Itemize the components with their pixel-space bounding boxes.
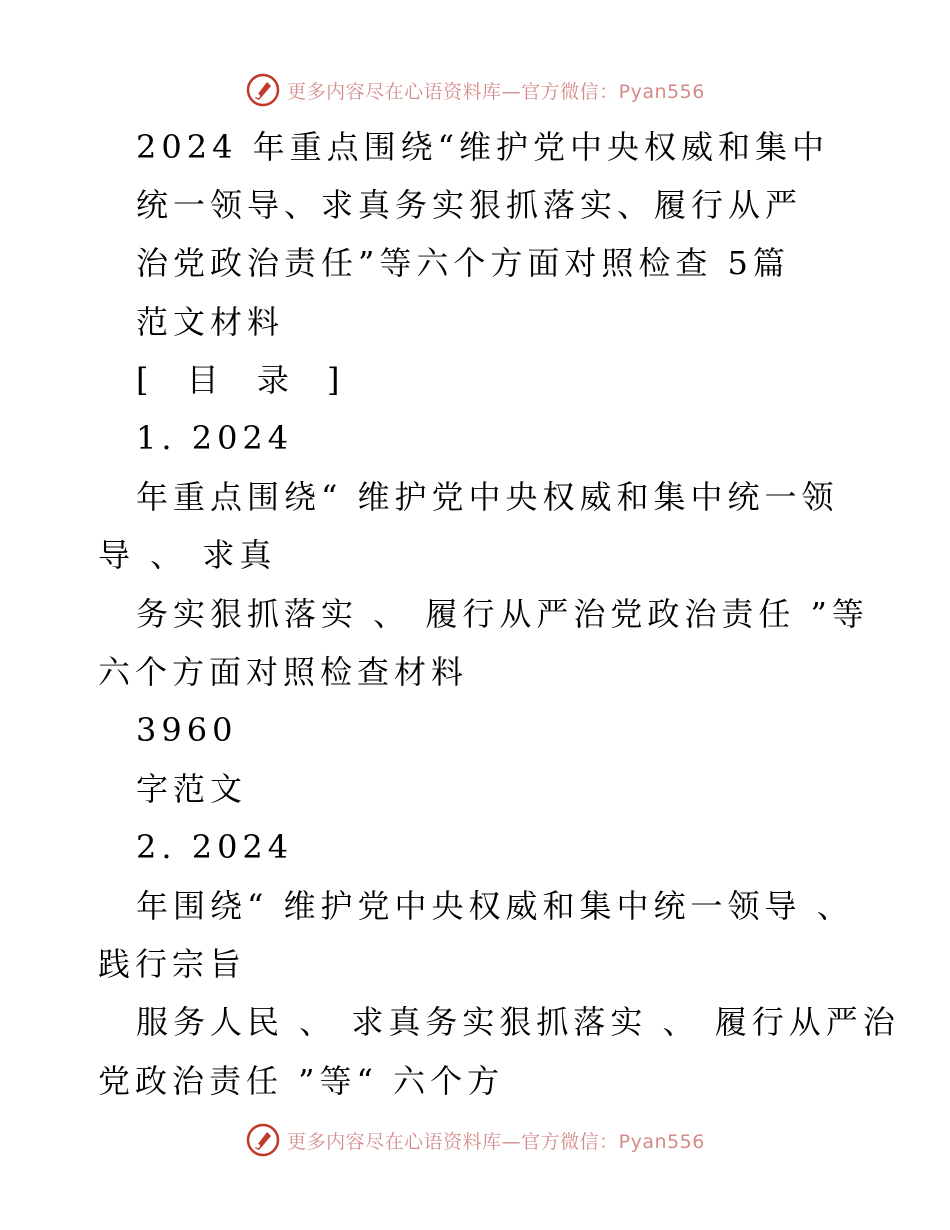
document-title-line-3: 治党政治责任”等六个方面对照检查 5篇: [136, 244, 790, 282]
watermark-text: 更多内容尽在心语资料库—官方微信：Pyan556: [287, 80, 705, 103]
toc-line: 践行宗旨: [98, 945, 247, 983]
footer-watermark: [0, 1120, 950, 1160]
toc-line: 2. 2024: [136, 828, 294, 866]
watermark-text: 更多内容尽在心语资料库—官方微信：Pyan556: [287, 1130, 705, 1153]
pen-nib-logo-icon: [245, 72, 281, 108]
toc-line: 3960: [136, 711, 238, 749]
document-title-line-1: 2024 年重点围绕“维护党中央权威和集中: [136, 128, 829, 166]
toc-line: 年围绕“ 维护党中央权威和集中统一领导 、: [136, 887, 854, 925]
toc-heading: [ 目 录 ]: [136, 361, 354, 399]
toc-line: 年重点围绕“ 维护党中央权威和集中统一领: [136, 478, 839, 516]
toc-line: 服务人民 、 求真务实狠抓落实 、 履行从严治: [136, 1003, 900, 1041]
toc-line: 六个方面对照检查材料: [98, 653, 469, 691]
toc-line: 1. 2024: [136, 419, 294, 457]
header-watermark: [0, 70, 950, 110]
toc-line: 字范文: [136, 770, 248, 808]
toc-line: 导 、 求真: [98, 536, 277, 574]
document-title-line-4: 范文材料: [136, 303, 285, 341]
toc-line: 党政治责任 ”等“ 六个方: [98, 1062, 505, 1100]
toc-line: 务实狠抓落实 、 履行从严治党政治责任 ”等: [136, 595, 869, 633]
document-title-line-2: 统一领导、求真务实狠抓落实、履行从严: [136, 186, 803, 224]
pen-nib-logo-icon: [245, 1122, 281, 1158]
